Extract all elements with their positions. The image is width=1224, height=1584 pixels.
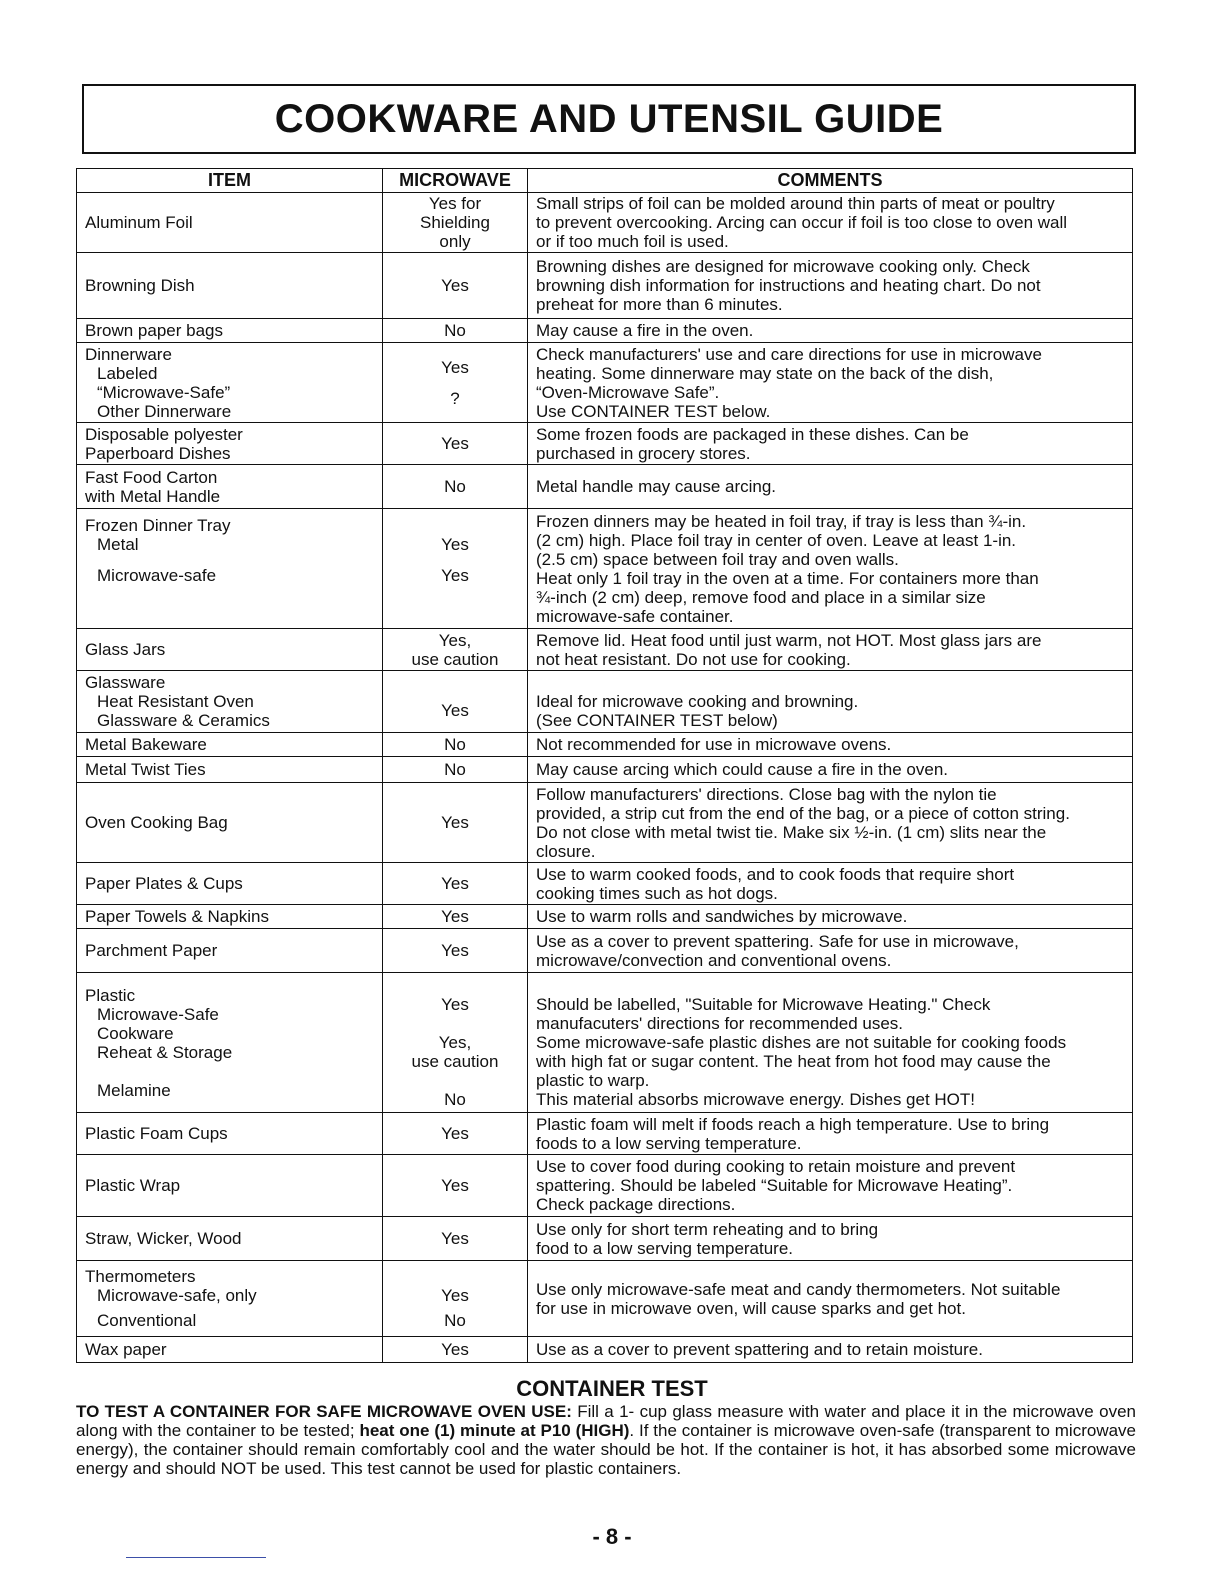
table-row <box>77 905 1133 929</box>
item-text: Glass Jars <box>85 640 166 659</box>
comment-text: Check manufacturers' use and care directions for use in microwave <box>536 344 1042 364</box>
table-row <box>77 193 1133 253</box>
item-text: Metal Twist Ties <box>85 760 206 779</box>
table-row <box>77 1337 1133 1363</box>
microwave-cell <box>383 509 528 629</box>
microwave-cell <box>383 973 528 1113</box>
microwave-cell <box>383 319 528 343</box>
item-text: Glassware & Ceramics <box>97 711 270 730</box>
item-text: Browning Dish <box>85 276 195 295</box>
item-text: Paper Towels & Napkins <box>85 907 269 926</box>
microwave-cell <box>383 733 528 757</box>
comments-cell <box>528 783 1133 863</box>
comments-cell <box>528 253 1133 319</box>
comments-cell <box>528 757 1133 783</box>
microwave-cell <box>383 863 528 905</box>
table-row <box>77 253 1133 319</box>
utensil-table <box>76 168 1133 1363</box>
comments-cell <box>528 929 1133 973</box>
microwave-text: No <box>444 477 466 496</box>
microwave-text: only <box>439 232 471 251</box>
item-text: Disposable polyester <box>85 424 243 444</box>
comments-cell <box>528 1337 1133 1363</box>
comment-text: spattering. Should be labeled “Suitable for Microwave Heating”. <box>536 1176 1013 1195</box>
comment-text: manufacuters' directions for recommended uses. <box>536 1014 904 1033</box>
item-cell <box>77 1155 383 1217</box>
microwave-text: Yes <box>441 1340 469 1359</box>
comments-cell <box>528 465 1133 509</box>
item-text: Other Dinnerware <box>97 401 232 421</box>
item-text: Wax paper <box>85 1340 167 1359</box>
microwave-text: Yes <box>441 874 469 893</box>
comment-text: with high fat or sugar content. The heat from hot food may cause the <box>536 1052 1051 1071</box>
microwave-text: No <box>444 1311 466 1330</box>
container-test-bold: heat one (1) minute at P10 (HIGH) <box>359 1421 630 1440</box>
comment-text: May cause arcing which could cause a fire in the oven. <box>536 760 949 779</box>
table-row <box>77 629 1133 671</box>
item-text: Frozen Dinner Tray <box>85 516 231 535</box>
item-cell <box>77 1217 383 1261</box>
microwave-cell <box>383 1337 528 1363</box>
microwave-cell <box>383 465 528 509</box>
container-test-body <box>76 1402 1136 1478</box>
comments-cell <box>528 509 1133 629</box>
comment-text: to prevent overcooking. Arcing can occur if foil is too close to oven wall <box>536 213 1068 232</box>
comment-text: purchased in grocery stores. <box>536 443 751 463</box>
item-text: Thermometers <box>85 1267 196 1286</box>
comments-cell <box>528 193 1133 253</box>
table-row <box>77 1217 1133 1261</box>
comment-text: ¾-inch (2 cm) deep, remove food and place in a similar size <box>536 587 986 607</box>
item-cell <box>77 929 383 973</box>
item-cell <box>77 509 383 629</box>
item-text: Melamine <box>97 1080 171 1100</box>
microwave-text: Yes <box>441 357 469 377</box>
item-text: Plastic <box>85 985 136 1005</box>
table-row <box>77 733 1133 757</box>
item-cell <box>77 1113 383 1155</box>
comment-text: Use as a cover to prevent spattering. Safe for use in microwave, <box>536 931 1019 951</box>
item-text: Dinnerware <box>85 344 172 364</box>
microwave-text: Yes <box>441 813 469 832</box>
table-row <box>77 783 1133 863</box>
item-text: Brown paper bags <box>85 321 223 340</box>
comment-text: Heat only 1 foil tray in the oven at a time. For containers more than <box>536 568 1039 588</box>
page-title: COOKWARE AND UTENSIL GUIDE <box>274 96 944 141</box>
comments-cell <box>528 1113 1133 1155</box>
table-row <box>77 1155 1133 1217</box>
microwave-text: Yes <box>441 941 469 960</box>
comment-text: Check package directions. <box>536 1195 736 1214</box>
item-cell <box>77 253 383 319</box>
microwave-text: Yes <box>441 1176 469 1195</box>
comment-text: cooking times such as hot dogs. <box>536 883 778 903</box>
microwave-text: Yes <box>441 995 469 1014</box>
comments-cell <box>528 905 1133 929</box>
item-text: Metal <box>97 535 139 554</box>
comments-cell <box>528 319 1133 343</box>
comment-text: (2.5 cm) space between foil tray and oven walls. <box>536 549 899 569</box>
comment-text: Should be labelled, "Suitable for Microwave Heating." Check <box>536 995 991 1014</box>
item-text: with Metal Handle <box>85 486 221 506</box>
item-cell <box>77 733 383 757</box>
microwave-text: Yes <box>441 276 469 295</box>
comments-cell <box>528 733 1133 757</box>
item-cell <box>77 193 383 253</box>
comment-text: Use to warm rolls and sandwiches by microwave. <box>536 907 908 926</box>
comments-cell <box>528 629 1133 671</box>
item-text: Plastic Foam Cups <box>85 1124 228 1143</box>
comment-text: Some frozen foods are packaged in these dishes. Can be <box>536 424 969 444</box>
table-row <box>77 863 1133 905</box>
microwave-cell <box>383 1155 528 1217</box>
container-test-text: Fill a 1- cup glass measure with water and place it in the microwave oven along with the container to be tested; <box>76 1402 1136 1440</box>
table-row <box>77 343 1133 423</box>
comment-text: or if too much foil is used. <box>536 232 729 251</box>
comment-text: Small strips of foil can be molded around thin parts of meat or poultry <box>536 194 1055 213</box>
item-cell <box>77 1337 383 1363</box>
item-text: Reheat & Storage <box>97 1042 233 1062</box>
microwave-text: Shielding <box>420 213 490 232</box>
comment-text: preheat for more than 6 minutes. <box>536 295 783 314</box>
table-header-row <box>77 169 1133 193</box>
item-text: Microwave-safe <box>97 566 217 585</box>
item-cell <box>77 757 383 783</box>
item-cell <box>77 905 383 929</box>
comment-text: not heat resistant. Do not use for cooking. <box>536 649 851 669</box>
microwave-cell <box>383 905 528 929</box>
item-cell <box>77 1261 383 1337</box>
microwave-text: No <box>444 735 466 754</box>
comments-cell <box>528 423 1133 465</box>
container-test-lead: TO TEST A CONTAINER FOR SAFE MICROWAVE OVEN USE: <box>76 1402 572 1421</box>
table-row <box>77 929 1133 973</box>
comment-text: (2 cm) high. Place foil tray in center of oven. Leave at least 1-in. <box>536 530 1017 550</box>
item-text: Conventional <box>97 1311 197 1330</box>
item-text: Parchment Paper <box>85 941 218 960</box>
item-cell <box>77 629 383 671</box>
item-text: Glassware <box>85 673 166 692</box>
comments-cell <box>528 1217 1133 1261</box>
comment-text: Plastic foam will melt if foods reach a high temperature. Use to bring <box>536 1114 1050 1134</box>
microwave-cell <box>383 671 528 733</box>
microwave-text: Yes <box>441 1286 469 1305</box>
table-row <box>77 465 1133 509</box>
microwave-text: use caution <box>411 1052 499 1071</box>
item-text: Straw, Wicker, Wood <box>85 1229 242 1248</box>
table-row <box>77 319 1133 343</box>
comments-cell <box>528 343 1133 423</box>
item-cell <box>77 671 383 733</box>
table-row <box>77 973 1133 1113</box>
comment-text: food to a low serving temperature. <box>536 1238 794 1258</box>
comment-text: closure. <box>536 841 596 861</box>
table-row <box>77 1261 1133 1337</box>
microwave-text: Yes <box>441 434 469 453</box>
microwave-cell <box>383 783 528 863</box>
item-text: Labeled <box>97 363 158 383</box>
microwave-cell <box>383 1113 528 1155</box>
container-test-text: . If the container is microwave oven-safe (transparent to microwave energy), the container should remain comfortably cool and the water should be hot. If the container is hot, it has absorbed some microwave energy and should NOT be used. This test cannot be used for plastic containers. <box>76 1421 1137 1478</box>
comment-text: provided, a strip cut from the end of the bag, or a piece of cotton string. <box>536 803 1070 823</box>
microwave-text: Yes, <box>438 1033 472 1052</box>
comment-text: Use to warm cooked foods, and to cook foods that require short <box>536 864 1015 884</box>
table-row <box>77 671 1133 733</box>
comment-text: Use CONTAINER TEST below. <box>536 401 771 421</box>
comment-text: Do not close with metal twist tie. Make six ½-in. (1 cm) slits near the <box>536 822 1047 842</box>
comment-text: Browning dishes are designed for microwave cooking only. Check <box>536 257 1030 276</box>
comment-text: Use as a cover to prevent spattering and to retain moisture. <box>536 1340 983 1359</box>
microwave-text: Yes <box>441 566 469 585</box>
table-row <box>77 509 1133 629</box>
item-text: Microwave-safe, only <box>97 1286 257 1305</box>
microwave-text: Yes <box>441 1124 469 1143</box>
header-comments: COMMENTS <box>528 169 1133 193</box>
item-text: Heat Resistant Oven <box>97 692 254 711</box>
item-text: Cookware <box>97 1023 174 1043</box>
item-cell <box>77 973 383 1113</box>
page-number: - 8 - <box>592 1524 632 1549</box>
comment-text: browning dish information for instructions and heating chart. Do not <box>536 276 1041 295</box>
item-text: Paperboard Dishes <box>85 443 231 463</box>
item-text: Metal Bakeware <box>85 735 207 754</box>
microwave-text: Yes, <box>438 630 472 650</box>
microwave-cell <box>383 757 528 783</box>
comment-text: heating. Some dinnerware may state on the back of the dish, <box>536 363 994 383</box>
item-cell <box>77 343 383 423</box>
header-microwave: MICROWAVE <box>383 169 528 193</box>
comment-text: for use in microwave oven, will cause sparks and get hot. <box>536 1298 966 1318</box>
microwave-text: No <box>444 1090 466 1109</box>
microwave-text: Yes <box>441 701 469 720</box>
table-row <box>77 757 1133 783</box>
comments-cell <box>528 973 1133 1113</box>
comment-text: plastic to warp. <box>536 1071 650 1090</box>
item-text: Paper Plates & Cups <box>85 874 243 893</box>
item-text: Microwave-Safe <box>97 1004 219 1024</box>
item-cell <box>77 465 383 509</box>
microwave-cell <box>383 1217 528 1261</box>
microwave-cell <box>383 423 528 465</box>
microwave-cell <box>383 629 528 671</box>
comment-text: May cause a fire in the oven. <box>536 321 754 340</box>
item-cell <box>77 783 383 863</box>
microwave-text: No <box>444 760 466 779</box>
microwave-cell <box>383 253 528 319</box>
item-text: “Microwave-Safe” <box>97 382 231 402</box>
microwave-cell <box>383 343 528 423</box>
item-cell <box>77 319 383 343</box>
comment-text: Some microwave-safe plastic dishes are not suitable for cooking foods <box>536 1033 1067 1052</box>
table-row <box>77 1113 1133 1155</box>
item-cell <box>77 863 383 905</box>
table-row <box>77 423 1133 465</box>
item-text: Oven Cooking Bag <box>85 813 228 832</box>
comment-text: This material absorbs microwave energy. Dishes get HOT! <box>536 1090 976 1109</box>
comment-text: Follow manufacturers' directions. Close bag with the nylon tie <box>536 784 997 804</box>
microwave-text: No <box>444 321 466 340</box>
microwave-text: use caution <box>411 649 499 669</box>
comment-text: Not recommended for use in microwave ovens. <box>536 735 892 754</box>
item-text: Aluminum Foil <box>85 213 193 232</box>
item-text: Plastic Wrap <box>85 1176 181 1195</box>
comment-text: microwave-safe container. <box>536 606 734 626</box>
microwave-cell <box>383 1261 528 1337</box>
header-item: ITEM <box>77 169 383 193</box>
comment-text: Frozen dinners may be heated in foil tray, if tray is less than ¾-in. <box>536 511 1027 531</box>
comment-text: (See CONTAINER TEST below) <box>536 711 778 730</box>
microwave-text: Yes for <box>428 194 482 213</box>
comment-text: foods to a low serving temperature. <box>536 1133 802 1153</box>
title-box <box>82 84 1136 154</box>
comment-text: Use only microwave-safe meat and candy thermometers. Not suitable <box>536 1279 1061 1299</box>
comment-text: “Oven-Microwave Safe”. <box>536 382 720 402</box>
comments-cell <box>528 1261 1133 1337</box>
comment-text: Remove lid. Heat food until just warm, not HOT. Most glass jars are <box>536 630 1042 650</box>
comment-text: Ideal for microwave cooking and browning. <box>536 692 859 711</box>
comment-text: Use to cover food during cooking to retain moisture and prevent <box>536 1157 1016 1176</box>
item-text: Fast Food Carton <box>85 467 218 487</box>
comment-text: Metal handle may cause arcing. <box>536 477 777 496</box>
microwave-text: Yes <box>441 535 469 554</box>
container-test-heading: CONTAINER TEST <box>516 1376 708 1401</box>
microwave-text: Yes <box>441 1229 469 1248</box>
microwave-text: ? <box>450 388 460 408</box>
comments-cell <box>528 863 1133 905</box>
footer-rule <box>126 1557 266 1558</box>
item-cell <box>77 423 383 465</box>
microwave-cell <box>383 193 528 253</box>
comments-cell <box>528 671 1133 733</box>
comment-text: Use only for short term reheating and to bring <box>536 1219 879 1239</box>
comments-cell <box>528 1155 1133 1217</box>
microwave-text: Yes <box>441 907 469 926</box>
microwave-cell <box>383 929 528 973</box>
comment-text: microwave/convection and conventional ovens. <box>536 950 892 970</box>
